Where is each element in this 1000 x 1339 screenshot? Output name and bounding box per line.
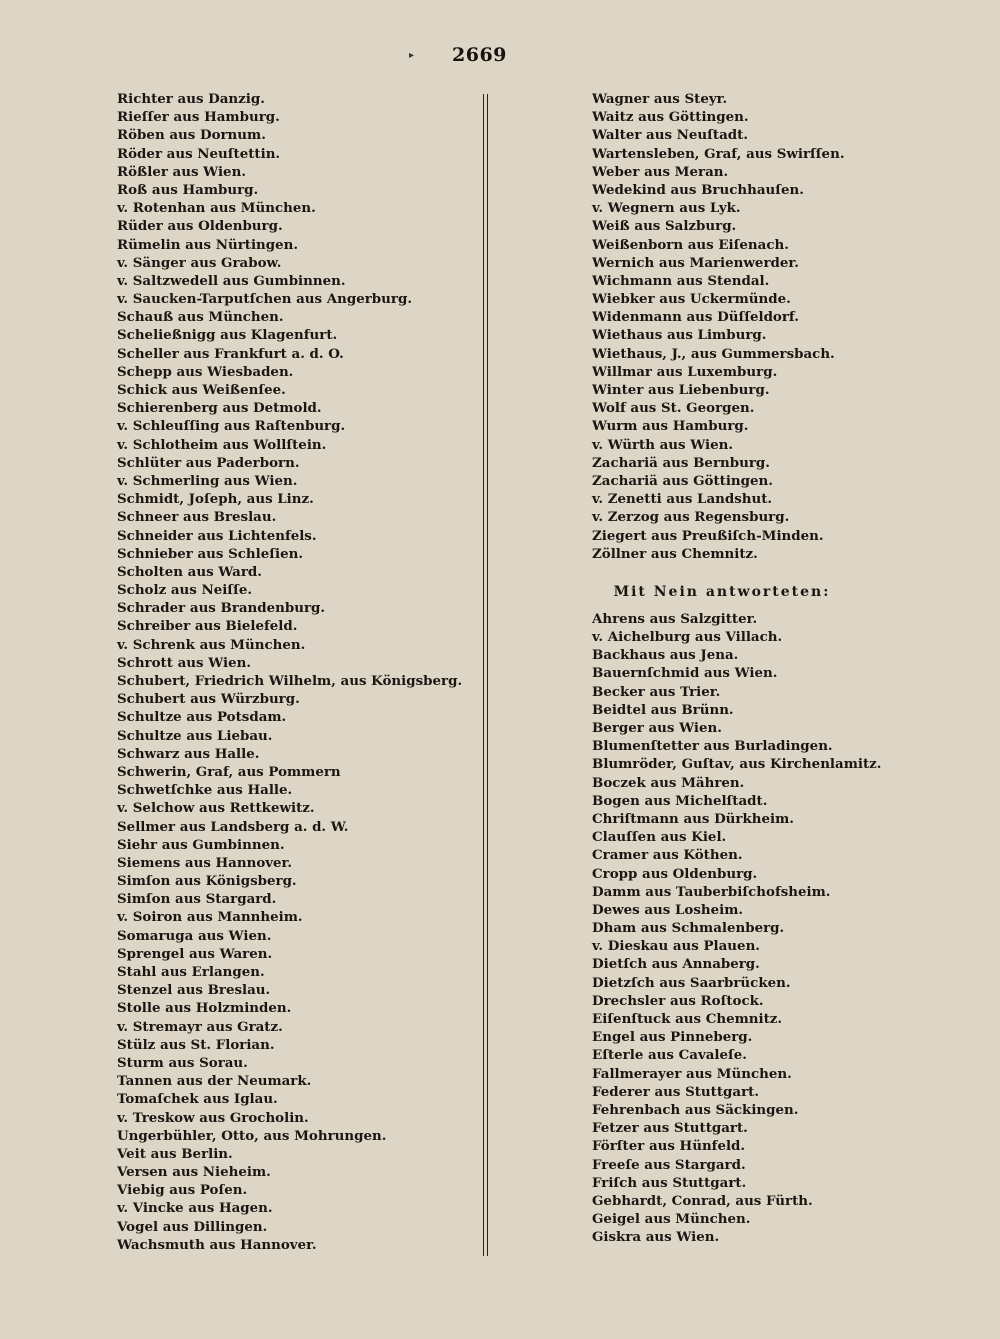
name-entry: v. Schmerling aus Wien. [117,472,298,489]
name-entry: Schwerin, Graf, aus Pommern [117,763,341,780]
name-entry: Winter aus Liebenburg. [592,382,770,398]
name-entry: Scheließnigg aus Klagenfurt. [117,327,338,344]
name-entry: Wachsmuth aus Hannover. [117,1236,317,1253]
name-entry: Federer aus Stuttgart. [592,1083,759,1100]
name-entry: Engel aus Pinneberg. [592,1029,753,1046]
name-entry: Veit aus Berlin. [117,1145,233,1162]
name-entry: Schwarz aus Halle. [117,745,260,762]
name-entry: Clauſſen aus Kiel. [592,829,727,846]
name-entry: v. Soiron aus Mannheim. [117,909,303,926]
name-entry: v. Aichelburg aus Villach. [592,629,783,646]
name-entry: Becker aus Trier. [592,683,721,700]
name-entry: Boczek aus Mähren. [592,774,745,791]
name-entry: Rümelin aus Nürtingen. [117,236,299,253]
name-entry: Dham aus Schmalenberg. [592,920,785,937]
name-entry: Chriſtmann aus Dürkheim. [592,810,794,827]
name-entry: Simſon aus Königsberg. [117,873,297,890]
name-entry: Roß aus Hamburg. [117,181,259,198]
name-entry: Damm aus Tauberbiſchofsheim. [592,883,831,900]
name-entry: Backhaus aus Jena. [592,647,739,664]
name-entry: v. Würth aus Wien. [592,436,734,453]
name-entry: Wiethaus aus Limburg. [592,327,767,344]
name-entry: Scholten aus Ward. [117,563,262,580]
name-entry: v. Rotenhan aus München. [117,200,316,217]
name-entry: Blumröder, Guſtav, aus Kirchenlamitz. [592,756,882,773]
name-entry: Schauß aus München. [117,309,284,326]
name-entry: Cramer aus Köthen. [592,847,743,864]
name-entry: Stolle aus Holzminden. [117,1000,292,1017]
name-entry: v. Saltzwedell aus Gumbinnen. [117,272,346,289]
name-entry: Vogel aus Dillingen. [117,1218,268,1235]
name-entry: Dewes aus Losheim. [592,901,744,918]
name-entry: Fehrenbach aus Säckingen. [592,1101,799,1118]
name-entry: Wartensleben, Graf, aus Swirſſen. [592,145,845,162]
name-entry: Cropp aus Oldenburg. [592,865,758,882]
name-entry: Sprengel aus Waren. [117,945,273,962]
name-entry: Schick aus Weißenſee. [117,382,286,398]
name-entry: Schrott aus Wien. [117,654,251,671]
name-entry: Schubert, Friedrich Wilhelm, aus Königsberg. [117,673,463,689]
name-entry: v. Zerzog aus Regensburg. [592,509,790,526]
name-entry: Beidtel aus Brünn. [592,701,734,718]
name-entry: Stenzel aus Breslau. [117,982,271,999]
right-column-top-list [592,90,972,563]
column-divider-line-second [487,94,488,1256]
name-entry: Siemens aus Hannover. [117,854,293,871]
name-entry: Scheller aus Frankfurt a. d. O. [117,345,344,362]
name-entry: Viebig aus Poſen. [117,1182,248,1199]
name-entry: Gebhardt, Conrad, aus Fürth. [592,1192,813,1209]
name-entry: Geigel aus München. [592,1211,751,1228]
name-entry: Wiebker aus Uckermünde. [592,291,791,308]
name-entry: Fallmerayer aus München. [592,1065,792,1082]
name-entry: Siehr aus Gumbinnen. [117,836,285,853]
name-entry: Schubert aus Würzburg. [117,691,300,708]
name-entry: Walter aus Neuſtadt. [592,127,748,144]
name-entry: Schwetſchke aus Halle. [117,782,293,799]
name-entry: Dietſch aus Annaberg. [592,956,760,973]
name-entry: Weißenborn aus Eiſenach. [592,236,789,253]
name-entry: Sturm aus Sorau. [117,1054,248,1071]
name-entry: Röben aus Dornum. [117,127,266,144]
name-entry: Weber aus Meran. [592,163,729,180]
name-entry: Ungerbühler, Otto, aus Mohrungen. [117,1127,387,1144]
name-entry: Scholz aus Neiſſe. [117,582,253,599]
name-entry: Bogen aus Michelſtadt. [592,792,768,809]
name-entry: v. Schrenk aus München. [117,636,306,653]
name-entry: v. Selchow aus Rettkewitz. [117,800,315,817]
name-entry: Wolf aus St. Georgen. [592,400,755,417]
name-entry: Versen aus Nieheim. [117,1164,271,1181]
name-entry: Willmar aus Luxemburg. [592,363,778,380]
name-entry: Berger aus Wien. [592,720,722,736]
name-entry: Wedekind aus Bruchhauſen. [592,181,804,198]
name-entry: Zachariä aus Bernburg. [592,454,770,471]
name-entry: Wagner aus Steyr. [592,91,728,107]
name-entry: v. Schleuſſing aus Raſtenburg. [117,418,346,435]
name-entry: Somaruga aus Wien. [117,927,272,944]
name-entry: Weiß aus Salzburg. [592,218,737,235]
name-entry: v. Schlotheim aus Wollſtein. [117,436,327,453]
name-entry: Drechsler aus Roſtock. [592,992,764,1009]
name-entry: Dietzſch aus Saarbrücken. [592,974,791,991]
name-entry: Richter aus Danzig. [117,91,265,107]
name-entry: Schierenberg aus Detmold. [117,400,322,417]
name-entry: Wurm aus Hamburg. [592,418,749,435]
name-entry: Ahrens aus Salzgitter. [592,610,758,627]
name-entry: v. Wegnern aus Lyk. [592,200,741,217]
name-entry: Ziegert aus Preußiſch-Minden. [592,527,824,544]
name-entry: Zöllner aus Chemnitz. [592,545,758,562]
name-entry: Schnieber aus Schleſien. [117,545,304,562]
name-entry: Widenmann aus Düſſeldorf. [592,309,799,326]
name-entry: Röder aus Neuſtettin. [117,145,281,162]
name-entry: v. Treskow aus Grocholin. [117,1109,309,1126]
name-entry: Rüder aus Oldenburg. [117,218,283,235]
name-entry: Stülz aus St. Florian. [117,1036,275,1053]
name-entry: Schneer aus Breslau. [117,509,277,526]
name-entry: Giskra aus Wien. [592,1229,720,1246]
left-column [117,90,477,1254]
name-entry: Eſterle aus Cavaleſe. [592,1047,747,1064]
right-column-bottom-list [592,610,972,1247]
right-column [592,90,972,1246]
name-entry: Schrader aus Brandenburg. [117,600,326,617]
name-entry: Wiethaus, J., aus Gummersbach. [592,345,835,362]
name-entry: Stahl aus Erlangen. [117,964,265,980]
name-entry: v. Sänger aus Grabow. [117,254,282,271]
name-entry: v. Vincke aus Hagen. [117,1200,273,1217]
name-entry: Zachariä aus Göttingen. [592,472,773,489]
name-entry: Tomaſchek aus Iglau. [117,1091,278,1108]
name-entry: Wernich aus Marienwerder. [592,254,799,271]
name-entry: Schreiber aus Bielefeld. [117,618,298,635]
name-entry: Simſon aus Stargard. [117,891,277,908]
name-entry: Fetzer aus Stuttgart. [592,1120,748,1137]
name-entry: Sellmer aus Landsberg a. d. W. [117,818,349,835]
name-entry: Schmidt, Joſeph, aus Linz. [117,491,314,508]
name-entry: Schlüter aus Paderborn. [117,454,300,471]
name-entry: Schneider aus Lichtenfels. [117,527,317,544]
column-divider-line [483,94,484,1256]
name-entry: Schultze aus Liebau. [117,727,273,744]
name-entry: v. Stremayr aus Gratz. [117,1018,283,1035]
name-entry: Bauernſchmid aus Wien. [592,665,778,682]
ink-mark: ▸ [409,50,415,61]
name-entry: Freeſe aus Stargard. [592,1156,746,1173]
name-entry: Eiſenſtuck aus Chemnitz. [592,1011,783,1027]
name-entry: Rößler aus Wien. [117,163,246,180]
name-entry: v. Dieskau aus Plauen. [592,938,760,955]
name-entry: Schultze aus Potsdam. [117,709,287,726]
name-entry: Rieſſer aus Hamburg. [117,109,280,126]
name-entry: Friſch aus Stuttgart. [592,1174,747,1191]
name-entry: Waitz aus Göttingen. [592,109,749,126]
section-heading: Mit Nein antworteten: [613,583,831,600]
name-entry: Blumenſtetter aus Burladingen. [592,738,833,755]
name-entry: v. Saucken-Tarputſchen aus Angerburg. [117,291,412,308]
name-entry: Förſter aus Hünfeld. [592,1138,746,1155]
name-entry: Wichmann aus Stendal. [592,272,770,289]
page-number: 2669 [452,44,507,66]
name-entry: Schepp aus Wiesbaden. [117,363,294,380]
name-entry: v. Zenetti aus Landshut. [592,491,773,508]
name-entry: Tannen aus der Neumark. [117,1073,312,1090]
